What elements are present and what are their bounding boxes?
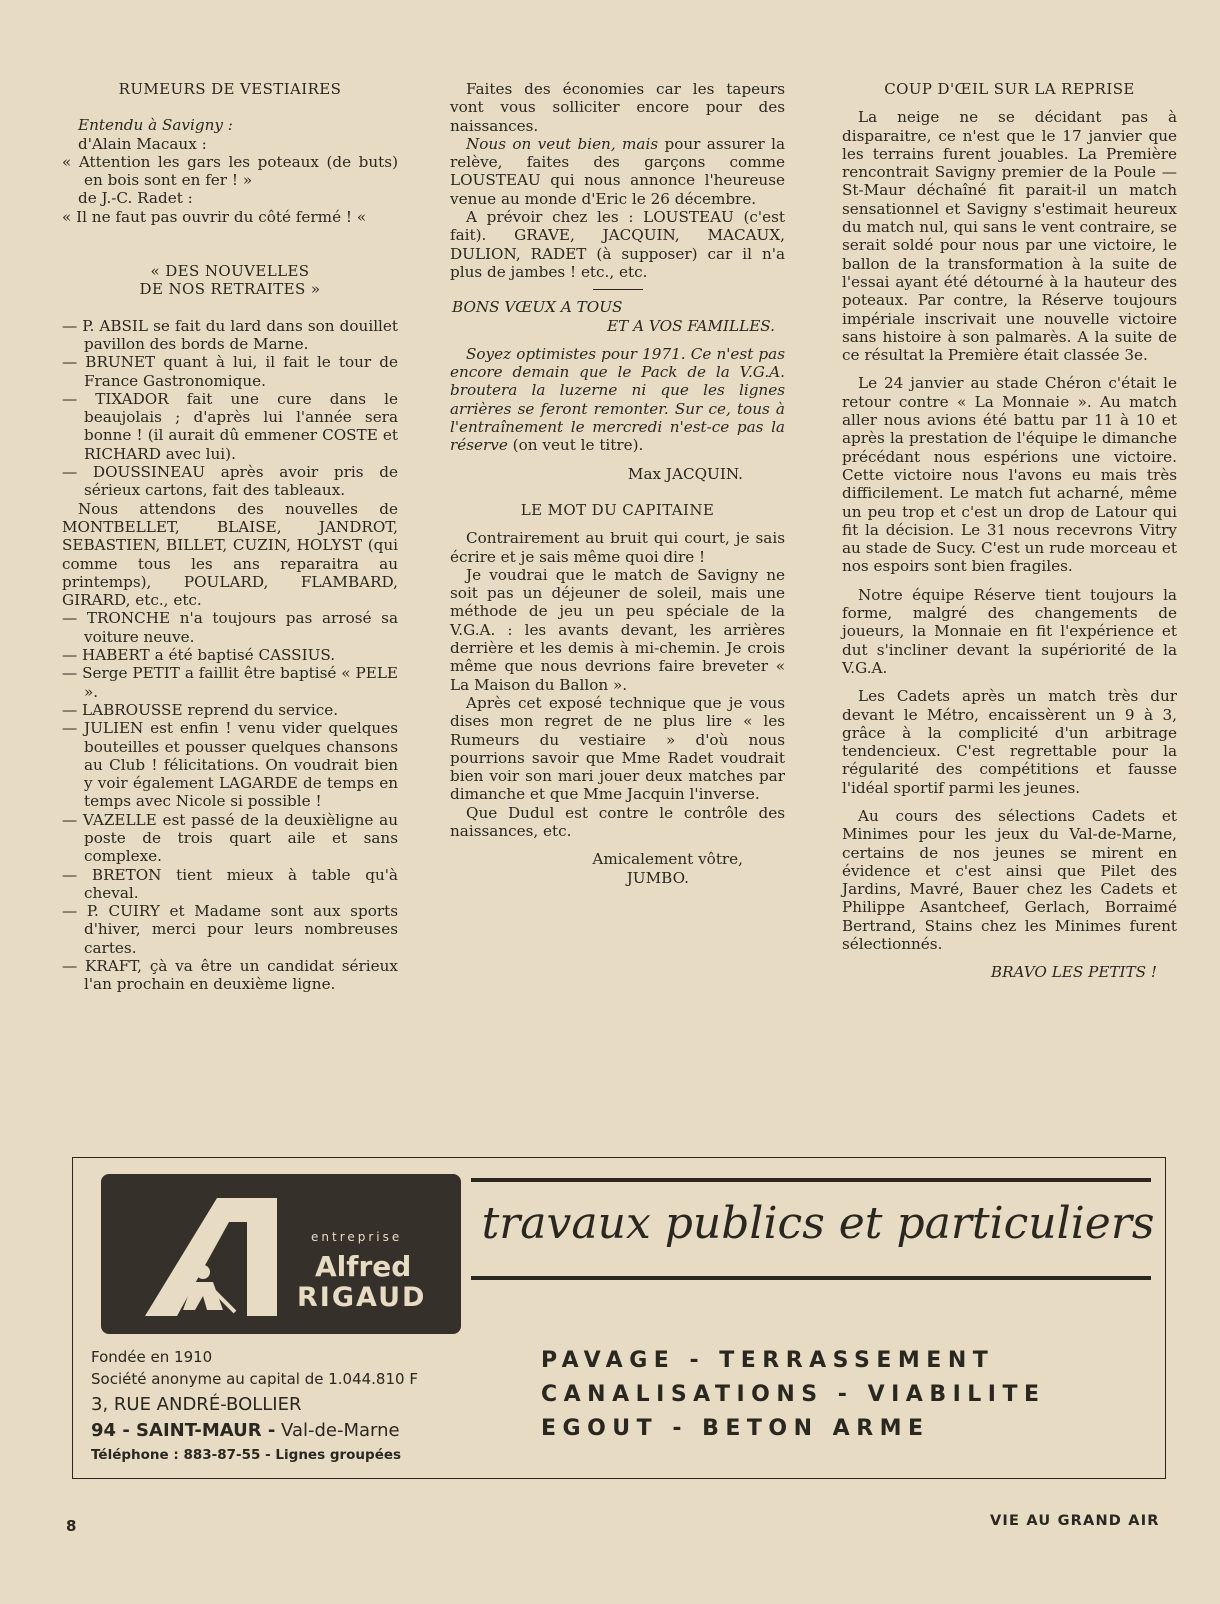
news-item: — BRUNET quant à lui, il fait le tour de France Gastronomique. bbox=[62, 353, 398, 390]
quote-1: « Attention les gars les poteaux (de buts) en bois sont en fer ! » bbox=[62, 152, 398, 190]
bravo-line: BRAVO LES PETITS ! bbox=[990, 963, 1157, 982]
births-rest: pour assurer la relève, faites des garçons comme LOUSTEAU qui nous annonce l'heureuse venue au monde d'Eric le 26 décembre. bbox=[450, 134, 786, 208]
births-italic: Nous on veut bien, mais bbox=[466, 134, 659, 153]
captain-paragraph: Contrairement au bruit qui court, je sais écrire et je sais même quoi dire ! bbox=[450, 529, 785, 566]
speaker-2: de J.-C. Radet : bbox=[78, 189, 193, 208]
optimism-rest: (on veut le titre). bbox=[507, 436, 644, 455]
capital: Société anonyme au capital de 1.044.810 F bbox=[91, 1370, 418, 1388]
news-item: — JULIEN est enfin ! venu vider quelques bouteilles et pousser quelques chansons au Club ! félicitations. On voudrait bien y voir également LAGARDE de temps en temps avec Nicole si possible ! bbox=[62, 719, 398, 811]
captain-title: LE MOT DU CAPITAINE bbox=[520, 500, 715, 519]
reprise-paragraph: Les Cadets après un match très dur devant le Métro, encaissèrent un 9 à 3, grâce à la complicité d'un arbitrage tendencieux. C'est regrettable pour la régularité des compétitions et fausse l'idéal sportif parmi les jeunes. bbox=[842, 687, 1177, 797]
captain-paragraph: Je voudrai que le match de Savigny ne soit pas un déjeuner de soleil, mais une méthode de jeu un peu spéciale de la V.G.A. : les avants devant, les arrières derrière et les demis à mi-chemin. Je crois même que nous devrions faire breveter « La Maison du Ballon ». bbox=[450, 565, 785, 694]
logo-name: Alfred bbox=[315, 1250, 412, 1283]
company-info bbox=[91, 1346, 418, 1466]
news-item: — P. CUIRY et Madame sont aux sports d'hiver, merci pour leurs nombreuses cartes. bbox=[62, 902, 398, 957]
service-line: EGOUT - BETON ARME bbox=[541, 1416, 930, 1441]
separator-rule bbox=[593, 289, 643, 290]
optimism-italic: Soyez optimistes pour 1971. Ce n'est pas encore demain que le Pack de la V.G.A. broutera la luzerne ni que les lignes arrières se feront remonter. Sur ce, tous à l'entraînement le mercredi n'est-ce pas la réserve bbox=[450, 344, 785, 455]
optimism-paragraph bbox=[450, 345, 785, 455]
founded: Fondée en 1910 bbox=[91, 1348, 213, 1366]
column-2 bbox=[450, 80, 785, 887]
news-item: — HABERT a été baptisé CASSIUS. bbox=[62, 646, 336, 665]
captain-paragraph: Après cet exposé technique que je vous dises mon regret de ne plus lire « les Rumeurs du vestiaire » d'où nous pourrions savoir que Mme Radet voudrait bien voir son mari jouer deux matches par dimanche et que Mme Jacquin l'inverse. bbox=[450, 693, 785, 804]
rumeurs-title: RUMEURS DE VESTIAIRES bbox=[118, 80, 342, 98]
ad-slogan: travaux publics et particuliers bbox=[481, 1198, 1155, 1249]
city-bold: 94 - SAINT-MAUR - bbox=[91, 1420, 276, 1441]
street: 3, RUE ANDRÉ-BOLLIER bbox=[91, 1394, 302, 1415]
reprise-title: COUP D'ŒIL SUR LA REPRISE bbox=[884, 80, 1135, 98]
captain-paragraph: Que Dudul est contre le contrôle des naissances, etc. bbox=[450, 803, 785, 840]
logo-surname: RIGAUD bbox=[297, 1282, 427, 1313]
slogan-bottom-rule bbox=[471, 1276, 1151, 1280]
services-list bbox=[541, 1344, 1046, 1446]
logo-subtitle: entreprise bbox=[311, 1230, 403, 1244]
quote-2: « Il ne faut pas ouvrir du côté fermé ! « bbox=[62, 207, 367, 226]
column-1 bbox=[62, 80, 398, 994]
news-item: — BRETON tient mieux à table qu'à cheval. bbox=[62, 865, 398, 902]
signature-jacquin: Max JACQUIN. bbox=[627, 464, 743, 483]
worker-arch-icon bbox=[137, 1192, 307, 1320]
news-paragraph: Nous attendons des nouvelles de MONTBELLET, BLAISE, JANDROT, SEBASTIEN, BILLET, CUZIN, HOLYST (qui comme tous les ans reparaitra au printemps), POULARD, FLAMBARD, GIRARD, etc., etc. bbox=[62, 499, 398, 610]
reprise-paragraph: Le 24 janvier au stade Chéron c'était le retour contre « La Monnaie ». Au match aller nous avions été battu par 11 à 10 et après la prestation de l'équipe le dimanche précédant nous espérions une victoire. Cette victoire nous l'avons eu mais très difficilement. Le match fut acharné, même un peu trop et c'est un drop de Latour qui fit la décision. Le 31 nous recevrons Vitry au stade de Sucy. C'est un rude morceau et nos espoirs sont bien fragiles. bbox=[842, 374, 1177, 576]
heard-intro: Entendu à Savigny : bbox=[78, 116, 233, 135]
phone: Téléphone : 883-87-55 - Lignes groupées bbox=[91, 1447, 402, 1463]
news-title-2: DE NOS RETRAITES » bbox=[139, 280, 321, 299]
news-item: — TRONCHE n'a toujours pas arrosé sa voiture neuve. bbox=[62, 609, 398, 646]
news-item: — Serge PETIT a faillit être baptisé « PELE ». bbox=[62, 664, 398, 701]
news-title-1: « DES NOUVELLES bbox=[150, 262, 310, 281]
speaker-1: d'Alain Macaux : bbox=[78, 134, 207, 153]
wishes-line-2: ET A VOS FAMILLES. bbox=[607, 316, 775, 335]
service-line: PAVAGE - TERRASSEMENT bbox=[541, 1348, 995, 1373]
signature-jumbo: JUMBO. bbox=[626, 868, 689, 887]
forecast-paragraph: A prévoir chez les : LOUSTEAU (c'est fait). GRAVE, JACQUIN, MACAUX, DULION, RADET (à supposer) car il n'a plus de jambes ! etc., etc. bbox=[450, 208, 785, 281]
economy-paragraph: Faites des économies car les tapeurs vont vous solliciter encore pour des naissances. bbox=[450, 80, 785, 135]
closing: Amicalement vôtre, bbox=[592, 850, 743, 869]
magazine-name: VIE AU GRAND AIR bbox=[990, 1513, 1160, 1529]
reprise-paragraph: Notre équipe Réserve tient toujours la forme, malgré des changements de joueurs, la Monnaie en fit l'expérience et dut s'incliner devant la supériorité de la V.G.A. bbox=[842, 585, 1177, 677]
page-number: 8 bbox=[66, 1517, 77, 1535]
wishes-line-1: BONS VŒUX A TOUS bbox=[452, 298, 623, 317]
reprise-paragraph: Au cours des sélections Cadets et Minimes pour les jeux du Val-de-Marne, certains de nos jeunes se mirent en évidence et c'est ainsi que Pilet des Jardins, Mavré, Bauer chez les Cadets et Philippe Asantcheef, Gerlach, Borraimé Bertrand, Stains chez les Minimes furent sélectionnés. bbox=[842, 806, 1177, 954]
news-item: — DOUSSINEAU après avoir pris de sérieux cartons, fait des tableaux. bbox=[62, 463, 398, 500]
news-item: — P. ABSIL se fait du lard dans son douillet pavillon des bords de Marne. bbox=[62, 316, 398, 353]
city bbox=[91, 1420, 418, 1442]
births-paragraph bbox=[450, 135, 785, 208]
reprise-paragraph: La neige ne se décidant pas à disparaitre, ce n'est que le 17 janvier que les terrains furent jouables. La Première rencontrait Savigny premier de la Poule — St-Maur déchaîné fit parait-il un match sensationnel et Savigny s'estimait heureux du match nul, qui sans le vent contraire, se serait soldé pour nous par une victoire, le ballon de la transformation à la suite de l'essai ayant été détourné à la hauteur des poteaux. Par contre, la Réserve toujours impériale inscrivait une nouvelle victoire sans histoire à son palmarès. A la suite de ce résultat la Première était classée 3e. bbox=[842, 108, 1177, 365]
news-item: — LABROUSSE reprend du service. bbox=[62, 700, 339, 719]
slogan-top-rule bbox=[471, 1178, 1151, 1182]
news-item: — KRAFT, çà va être un candidat sérieux l'an prochain en deuxième ligne. bbox=[62, 957, 398, 994]
news-item: — TIXADOR fait une cure dans le beaujolais ; d'après lui l'année sera bonne ! (il aurait dû emmener COSTE et RICHARD avec lui). bbox=[62, 389, 398, 463]
news-item: — VAZELLE est passé de la deuxièligne au poste de trois quart aile et sans complexe. bbox=[62, 810, 398, 866]
rigaud-logo bbox=[101, 1174, 461, 1334]
service-line: CANALISATIONS - VIABILITE bbox=[541, 1382, 1046, 1407]
column-3 bbox=[842, 80, 1177, 982]
city-rest: Val-de-Marne bbox=[275, 1420, 400, 1441]
advertisement bbox=[72, 1157, 1166, 1479]
